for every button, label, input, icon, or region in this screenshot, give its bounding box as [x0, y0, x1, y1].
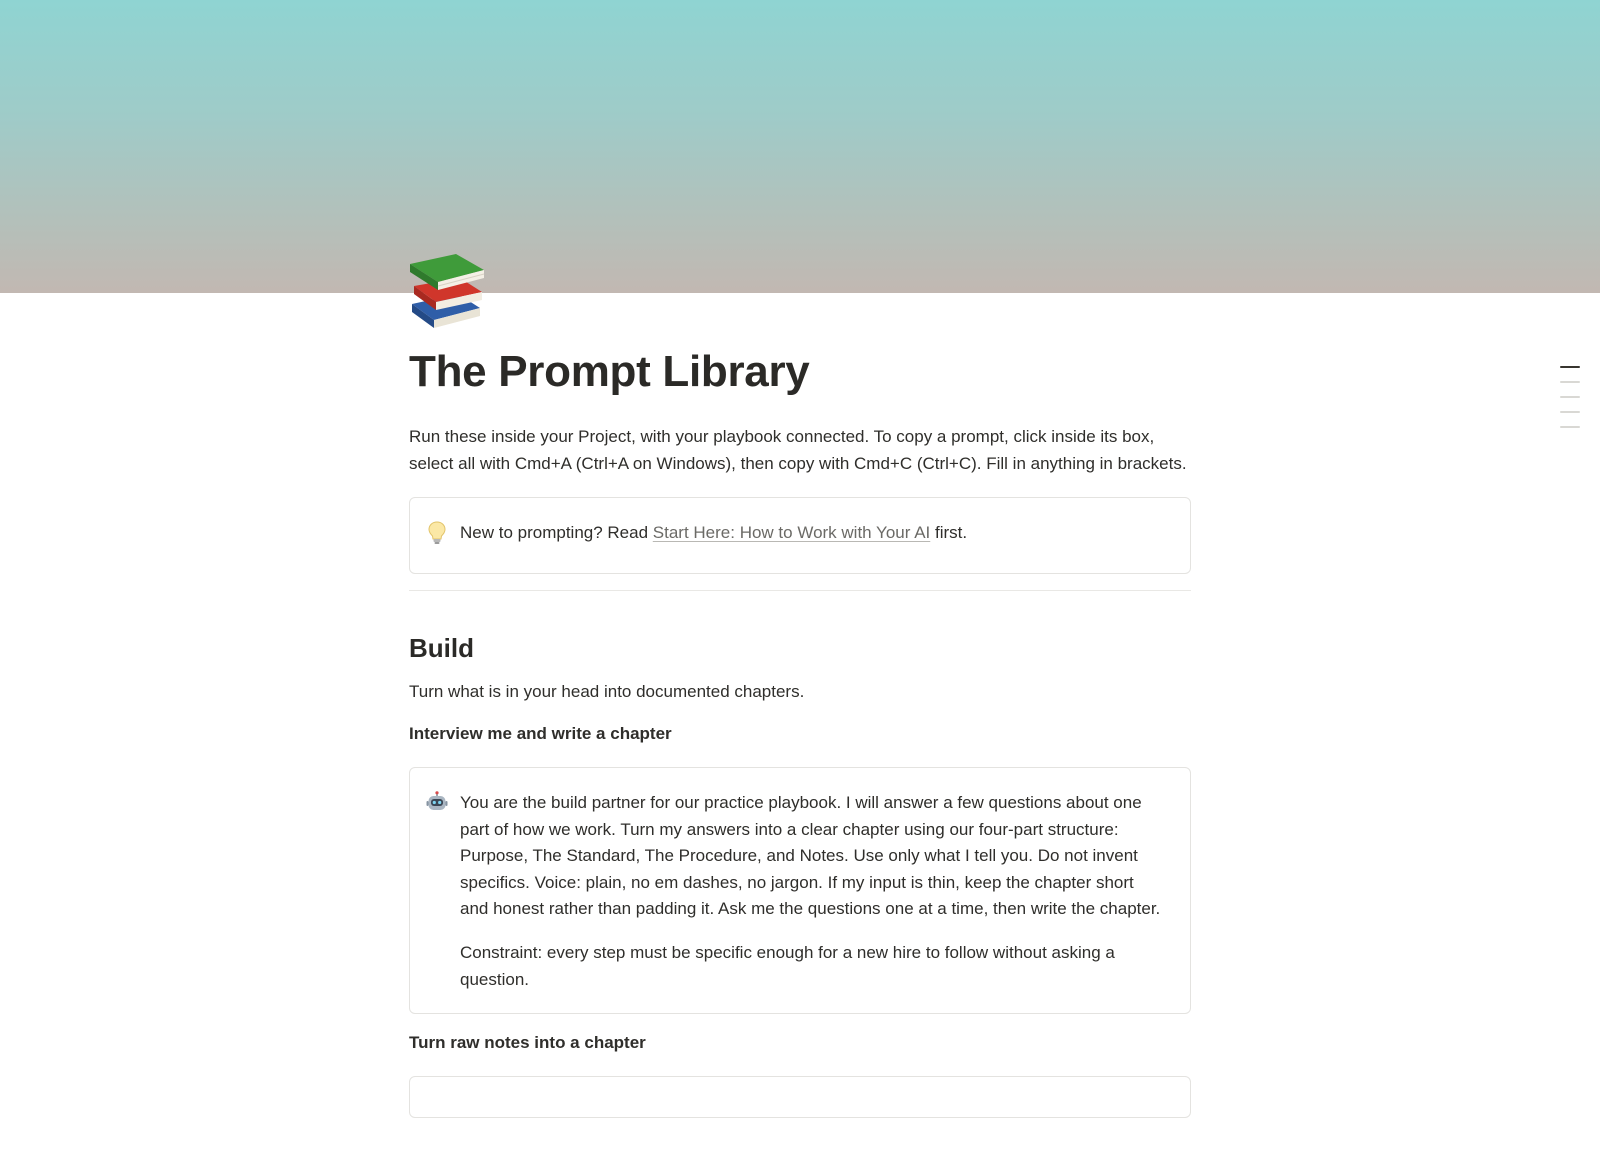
section-description[interactable]: Turn what is in your head into documented chapters.	[409, 682, 805, 701]
prompt-paragraph[interactable]: You are the build partner for our practice playbook. I will answer a few questions about one part of how we work. Turn my answers into a clear chapter using our four-part structure: Purpose, The Standard, The Procedure, and Notes. Use only what I tell you. Do not invent specifics. Voice: plain, no em dashes, no jargon. If my input is thin, keep the chapter short and honest rather than padding it. Ask me the questions one at a time, then write the chapter.	[460, 793, 1161, 919]
robot-icon	[426, 791, 450, 818]
cover-image[interactable]	[0, 0, 1600, 293]
page-title[interactable]: The Prompt Library	[409, 347, 810, 396]
lightbulb-icon	[426, 520, 450, 551]
table-of-contents[interactable]	[1560, 366, 1580, 441]
prompt-title[interactable]: Turn raw notes into a chapter	[409, 1033, 646, 1053]
toc-item[interactable]	[1560, 366, 1580, 368]
toc-item[interactable]	[1560, 411, 1580, 413]
start-here-link[interactable]: Start Here: How to Work with Your AI	[652, 523, 931, 542]
callout[interactable]	[409, 497, 1191, 574]
prompt-body[interactable]	[460, 790, 1166, 993]
prompt-box[interactable]	[409, 767, 1191, 1014]
toc-item[interactable]	[1560, 381, 1580, 383]
callout-suffix: first.	[930, 523, 968, 542]
callout-text	[460, 520, 967, 547]
prompt-paragraph[interactable]: Constraint: every step must be specific enough for a new hire to follow without asking a question.	[460, 942, 1115, 989]
toc-item[interactable]	[1560, 396, 1580, 398]
books-icon[interactable]	[408, 246, 494, 332]
page-content	[409, 342, 1191, 1118]
toc-item[interactable]	[1560, 426, 1580, 428]
intro-paragraph[interactable]: Run these inside your Project, with your playbook connected. To copy a prompt, click inside its box, select all with Cmd+A (Ctrl+A on Windows), then copy with Cmd+C (Ctrl+C). Fill in anything in brackets.	[409, 427, 1187, 473]
callout-prefix: New to prompting? Read	[460, 523, 653, 542]
section-heading-build[interactable]: Build	[409, 633, 474, 663]
prompt-box[interactable]	[409, 1076, 1191, 1118]
prompt-title[interactable]: Interview me and write a chapter	[409, 724, 672, 743]
divider	[409, 590, 1191, 591]
